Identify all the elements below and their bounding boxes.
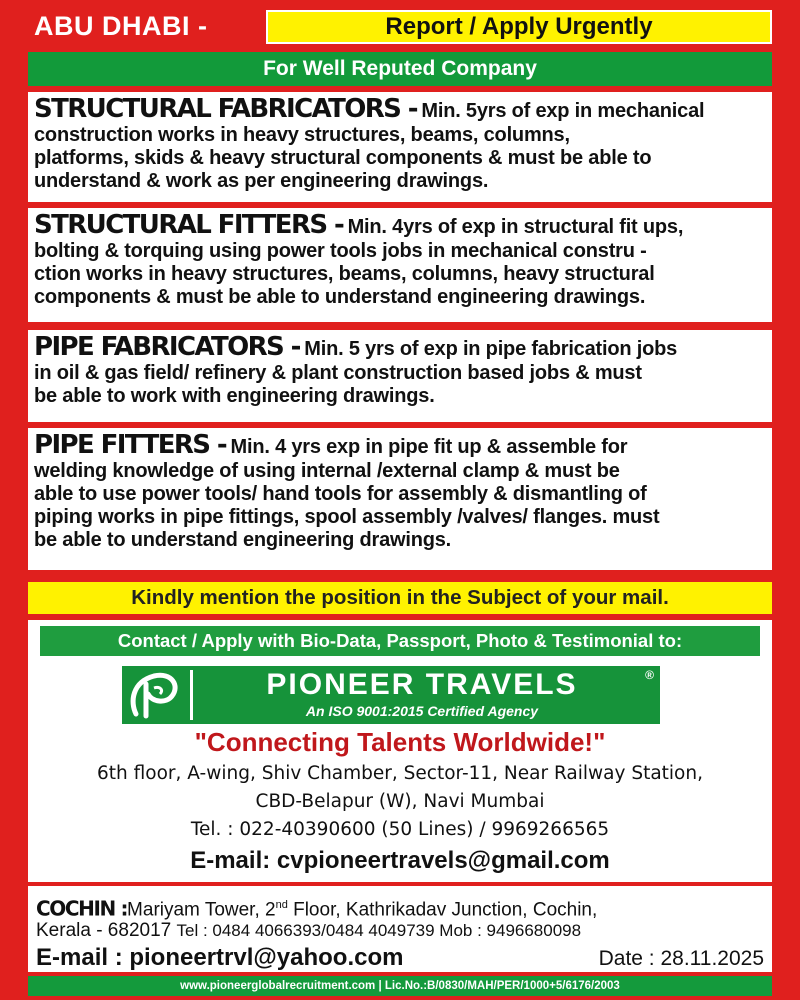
job-desc-line: piping works in pipe fittings, spool assembly /valves/ flanges. must — [34, 506, 660, 528]
cochin-address: Mariyam Tower, 2 — [127, 899, 276, 921]
address-line: 6th floor, A-wing, Shiv Chamber, Sector-11, Near Railway Station, — [97, 763, 703, 784]
job-desc-line: welding knowledge of using internal /external clamp & must be — [34, 460, 620, 482]
job-structural-fitters — [28, 208, 772, 322]
company-name: PIONEER TRAVELS — [266, 668, 578, 701]
cochin-contact-line — [36, 920, 581, 942]
job-desc-line: understand & work as per engineering drawings. — [34, 170, 489, 192]
location-label: ABU DHABI - — [34, 11, 208, 41]
job-pipe-fitters — [28, 428, 772, 570]
cochin-city: Kerala - 682017 — [36, 920, 172, 941]
job-desc-line: be able to work with engineering drawings. — [34, 385, 435, 407]
contact-email[interactable]: E-mail: cvpioneertravels@gmail.com — [190, 847, 610, 874]
cochin-label: COCHIN : — [36, 896, 128, 921]
address-line: CBD-Belapur (W), Navi Mumbai — [255, 791, 545, 812]
company-note: For Well Reputed Company — [28, 52, 772, 86]
job-title: STRUCTURAL FITTERS - — [34, 210, 344, 240]
job-pipe-fabricators — [28, 330, 772, 422]
job-desc-line: construction works in heavy structures, beams, columns, — [34, 124, 570, 146]
job-title: STRUCTURAL FABRICATORS - — [34, 94, 417, 124]
footer-website-license[interactable]: www.pioneerglobalrecruitment.com | Lic.No.:B/0830/MAH/PER/1000+5/6176/2003 — [28, 976, 772, 996]
cochin-address-rest: Floor, Kathrikadav Junction, Cochin, — [287, 899, 598, 921]
top-bar — [28, 6, 772, 46]
cochin-email[interactable]: E-mail : pioneertrvl@yahoo.com — [36, 944, 404, 971]
company-logo — [122, 666, 660, 724]
job-desc-line: Min. 4 yrs exp in pipe fit up & assemble for — [230, 436, 628, 458]
job-structural-fabricators — [28, 92, 772, 202]
job-desc-line: Min. 4yrs of exp in structural fit ups, — [347, 216, 684, 238]
job-desc-line: Min. 5 yrs of exp in pipe fabrication jobs — [304, 338, 678, 360]
certification-text: An ISO 9001:2015 Certified Agency — [305, 703, 539, 719]
job-desc-line: be able to understand engineering drawings. — [34, 529, 452, 551]
registered-mark: ® — [645, 668, 654, 682]
job-title: PIPE FITTERS - — [34, 430, 227, 460]
job-desc-line: bolting & torquing using power tools jobs in mechanical constru - — [34, 240, 647, 262]
phone-line: Tel. : 022-40390600 (50 Lines) / 9969266565 — [190, 819, 610, 840]
job-desc-line: able to use power tools/ hand tools for assembly & dismantling of — [34, 483, 647, 505]
cochin-phones: Tel : 0484 4066393/0484 4049739 Mob : 9496680098 — [176, 921, 582, 940]
job-desc-line: ction works in heavy structures, beams, columns, heavy structural — [34, 263, 655, 285]
cochin-address-line — [36, 894, 597, 921]
cochin-address-sup: nd — [275, 899, 288, 911]
urgent-banner: Report / Apply Urgently — [266, 10, 772, 44]
post-date: Date : 28.11.2025 — [598, 947, 764, 970]
job-desc-line: in oil & gas field/ refinery & plant construction based jobs & must — [34, 362, 642, 384]
logo-divider — [190, 670, 193, 720]
cochin-office — [28, 886, 772, 972]
job-desc-line: platforms, skids & heavy structural components & must be able to — [34, 147, 652, 169]
contact-heading: Contact / Apply with Bio-Data, Passport, Photo & Testimonial to: — [40, 626, 760, 656]
contact-box — [28, 620, 772, 882]
job-desc-line: components & must be able to understand engineering drawings. — [34, 286, 646, 308]
position-notice: Kindly mention the position in the Subject of your mail. — [28, 582, 772, 614]
job-title: PIPE FABRICATORS - — [34, 332, 300, 362]
pioneer-logo-icon — [124, 668, 184, 722]
tagline: "Connecting Talents Worldwide!" — [194, 727, 606, 757]
job-desc-line: Min. 5yrs of exp in mechanical — [421, 100, 705, 122]
